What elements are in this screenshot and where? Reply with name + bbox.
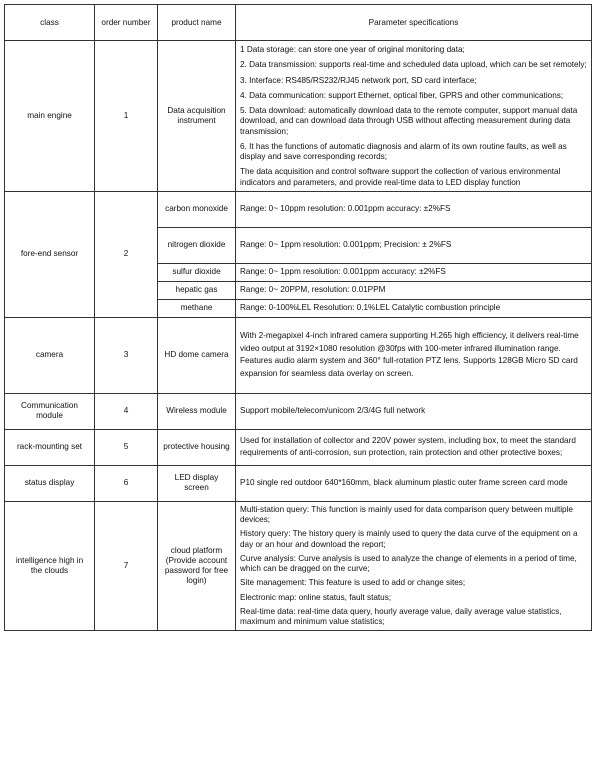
table-row — [5, 317, 592, 393]
class-cell: Communication module — [5, 393, 95, 429]
table-row — [5, 393, 592, 429]
product-cell: carbon monoxide — [158, 191, 236, 227]
class-cell: main engine — [5, 41, 95, 192]
product-cell: sulfur dioxide — [158, 263, 236, 281]
order-cell: 7 — [95, 501, 158, 631]
header-row — [5, 5, 592, 41]
class-cell: rack-mounting set — [5, 429, 95, 465]
spec-cell: Range: 0~ 10ppm resolution: 0.001ppm accuracy: ±2%FS — [236, 191, 592, 227]
product-cell: protective housing — [158, 429, 236, 465]
spec-line: 1 Data storage: can store one year of original monitoring data; — [240, 45, 465, 54]
spec-cell: Range: 0~ 20PPM, resolution: 0.01PPM — [236, 281, 592, 299]
header-order-number: order number — [95, 5, 158, 41]
spec-cell: Used for installation of collector and 220V power system, including box, to meet the standard requirements of anti-corrosion, sun protection, rain protection and other protective boxes; — [236, 429, 592, 465]
product-cell: HD dome camera — [158, 317, 236, 393]
class-cell: camera — [5, 317, 95, 393]
class-cell: status display — [5, 465, 95, 501]
spec-line: Real-time data: real-time data query, hourly average value, daily average value statistics, maximum and minimum value statistics; — [240, 606, 562, 626]
spec-line: Curve analysis: Curve analysis is used to analyze the change of elements in a period of time, which can be dragged on the curve; — [240, 553, 577, 573]
spec-cell: Range: 0~ 1ppm resolution: 0.001ppm; Precision: ± 2%FS — [236, 227, 592, 263]
product-cell: Wireless module — [158, 393, 236, 429]
class-cell: fore-end sensor — [5, 191, 95, 317]
order-cell: 1 — [95, 41, 158, 192]
product-cell: Data acquisition instrument — [158, 41, 236, 192]
table-row — [5, 191, 592, 227]
spec-line: 2. Data transmission: supports real-time and scheduled data upload, which can be set remotely; — [240, 60, 587, 70]
spec-line: The data acquisition and control software support the collection of various environmental indicators and parameters, and provide real-time data to LED display function — [240, 167, 561, 187]
spec-cell: With 2-megapixel 4-inch infrared camera supporting H.265 high efficiency, it delivers real-time video output at 3192×1080 resolution @30fps with 100-meter infrared illumination range. Features audio alarm system and 360° full-rotation PTZ lens. Supports 128GB Micro SD card expansion for seamless data overlay on screen. — [236, 317, 592, 393]
header-parameter-specifications: Parameter specifications — [236, 5, 592, 41]
header-product-name: product name — [158, 5, 236, 41]
spec-line: History query: The history query is mainly used to query the data curve of the equipment on a day or an hour and download the report; — [240, 529, 578, 549]
order-cell: 3 — [95, 317, 158, 393]
spec-cell: Support mobile/telecom/unicom 2/3/4G full network — [236, 393, 592, 429]
spec-cell — [236, 501, 592, 631]
spec-cell — [236, 41, 592, 192]
header-class: class — [5, 5, 95, 41]
spec-line: Electronic map: online status, fault status; — [240, 592, 392, 602]
spec-cell: Range: 0-100%LEL Resolution: 0.1%LEL Catalytic combustion principle — [236, 299, 592, 317]
spec-line: Site management: This feature is used to add or change sites; — [240, 578, 466, 588]
spec-line: Multi-station query: This function is mainly used for data comparison query between multiple devices; — [240, 504, 573, 524]
spec-cell: P10 single red outdoor 640*160mm, black aluminum plastic outer frame screen card mode — [236, 465, 592, 501]
order-cell: 2 — [95, 191, 158, 317]
order-cell: 4 — [95, 393, 158, 429]
product-spec-table — [4, 4, 592, 631]
spec-line: 6. It has the functions of automatic diagnosis and alarm of its own routine faults, as well as display and save corresponding records; — [240, 141, 567, 161]
product-cell: cloud platform (Provide account password for free login) — [158, 501, 236, 631]
product-cell: methane — [158, 299, 236, 317]
table-row — [5, 429, 592, 465]
order-cell: 6 — [95, 465, 158, 501]
spec-line: 5. Data download: automatically download data to the remote computer, support manual data download, and can download data through USB without affecting measurement during data transmission; — [240, 106, 578, 136]
product-cell: LED display screen — [158, 465, 236, 501]
table-row — [5, 465, 592, 501]
spec-line: 3. Interface: RS485/RS232/RJ45 network port, SD card interface; — [240, 75, 477, 85]
table-row — [5, 501, 592, 631]
spec-cell: Range: 0~ 1ppm resolution: 0.001ppm accuracy: ±2%FS — [236, 263, 592, 281]
order-cell: 5 — [95, 429, 158, 465]
spec-line: 4. Data communication: support Ethernet, optical fiber, GPRS and other communications; — [240, 90, 564, 100]
product-cell: hepatic gas — [158, 281, 236, 299]
product-cell: nitrogen dioxide — [158, 227, 236, 263]
class-cell: intelligence high in the clouds — [5, 501, 95, 631]
table-row — [5, 41, 592, 192]
